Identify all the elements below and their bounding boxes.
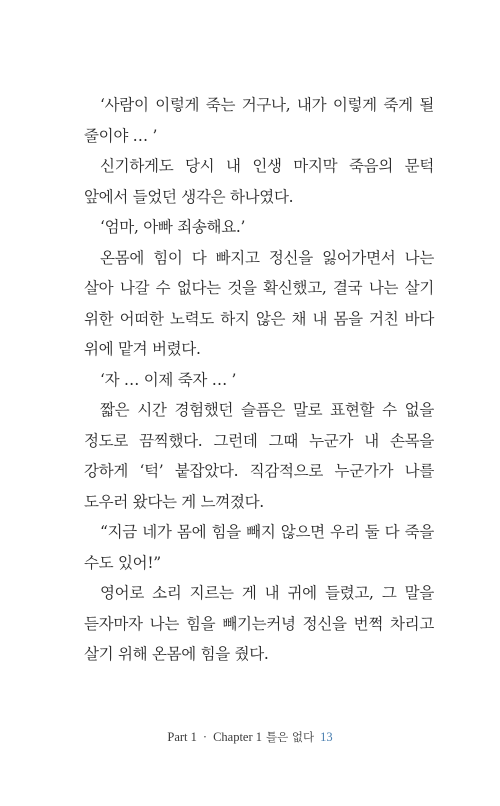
running-footer	[0, 729, 500, 745]
paragraph-8: 영어로 소리 지르는 게 내 귀에 들렸고, 그 말을 듣자마자 나는 힘을 빼기는커녕 정신을 번쩍 차리고 살기 위해 온몸에 힘을 줬다.	[84, 584, 434, 663]
paragraph-1: ‘사람이 이렇게 죽는 거구나, 내가 이렇게 죽게 될 줄이야 … ’	[84, 96, 434, 145]
paragraph-7: “지금 네가 몸에 힘을 빼지 않으면 우리 둘 다 죽을 수도 있어!”	[84, 523, 434, 572]
paragraph-4: 온몸에 힘이 다 빠지고 정신을 잃어가면서 나는 살아 나갈 수 없다는 것을 확신했고, 결국 나는 살기 위한 어떠한 노력도 하지 않은 채 내 몸을 거친 바다 위에 맡겨 버렸다.	[84, 248, 434, 358]
footer-separator: ·	[202, 730, 208, 744]
paragraph-3: ‘엄마, 아빠 죄송해요.’	[100, 218, 246, 236]
footer-chapter: Chapter 1	[213, 730, 263, 744]
paragraph-6: 짧은 시간 경험했던 슬픔은 말로 표현할 수 없을 정도로 끔찍했다. 그런데 그때 누군가 내 손목을 강하게 ‘턱’ 붙잡았다. 직감적으로 누군가가 나를 도우러 왔다는 게 느껴졌다.	[84, 401, 434, 511]
footer-chapter-title: 틀은 없다	[266, 730, 315, 744]
page-number: 13	[320, 730, 333, 744]
body-text	[84, 90, 434, 670]
footer-part: Part 1	[167, 730, 197, 744]
paragraph-5: ‘자 … 이제 죽자 … ’	[100, 370, 237, 389]
paragraph-2: 신기하게도 당시 내 인생 마지막 죽음의 문턱 앞에서 들었던 생각은 하나였다.	[84, 157, 434, 206]
